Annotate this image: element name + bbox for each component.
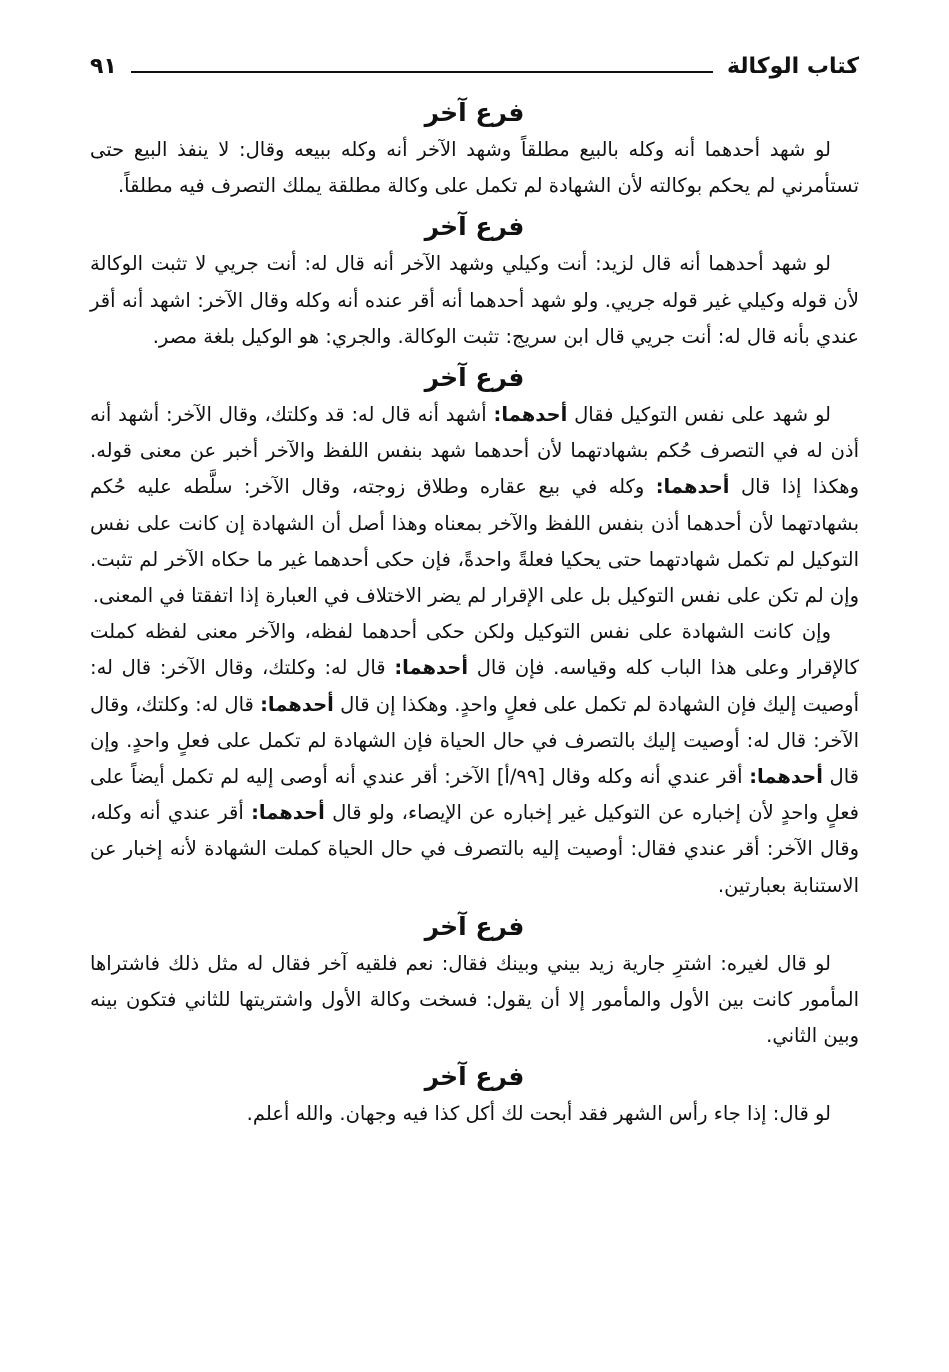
running-header <box>90 46 859 86</box>
book-page <box>90 40 859 1352</box>
section-heading: فرع آخر <box>424 98 525 127</box>
bold-term: أحدهما: <box>251 801 325 825</box>
paragraph: لو شهد أحدهما أنه وكله بالبيع مطلقاً وشهد الآخر أنه وكله ببيعه وقال: لا ينفذ البيع حتى تستأمرني لم يحكم بوكالته لأن الشهادة لم تكمل على وكالة مطلقة يملك التصرف فيه مطلقاً. <box>90 138 859 198</box>
text-run: أقر عندي أنه وكله، وقال الآخر: أقر عندي فقال: أوصيت إليه بالتصرف في حال الحياة كملت الشهادة لأنه إخبار عن الاستنابة بعبارتين. <box>90 801 859 897</box>
page-number: ٩١ <box>90 53 117 79</box>
section-heading: فرع آخر <box>424 363 525 393</box>
bold-term: أحدهما: <box>260 692 334 716</box>
paragraph: لو قال لغيره: اشترِ جارية زيد بيني وبينك فقال: نعم فلقيه آخر فقال له مثل ذلك فاشتراها المأمور كانت بين الأول والمأمور إلا أن يقول: فسخت وكالة الأول واشتريتها للثاني فتكون بينه وبين الثاني. <box>90 951 859 1048</box>
paragraph: لو قال: إذا جاء رأس الشهر فقد أبحت لك أكل كذا فيه وجهان. والله أعلم. <box>246 1102 831 1126</box>
bold-term: أحدهما: <box>655 475 730 499</box>
bold-term: أحدهما: <box>493 403 568 427</box>
header-rule <box>131 71 713 73</box>
bold-term: أحدهما: <box>394 656 469 680</box>
page-body <box>90 94 859 1133</box>
section-heading: فرع آخر <box>424 911 525 941</box>
text-run: وإن كانت الشهادة على نفس التوكيل ولكن حكى أحدهما لفظه، والآخر معنى لفظه كملت كالإقرار وعلى هذا الباب كله وقياسه. فإن قال <box>90 620 859 680</box>
text-run: قال له: وكلتك، وقال الآخر: قال له: أوصيت إليك فإن الشهادة لم تكمل على فعلٍ واحدٍ. وهكذا إن قال <box>90 656 859 716</box>
text-run: أشهد أنه قال له: قد وكلتك، وقال الآخر: أشهد أنه أذن له في التصرف حُكم بشهادتهما لأن أحدهما شهد بنفس اللفظ والآخر أخبر عن معنى قوله. وهكذا إذا قال <box>90 403 859 499</box>
text-run: لو شهد على نفس التوكيل فقال <box>567 403 831 427</box>
text-run: قال له: وكلتك، وقال الآخر: قال له: أوصيت إليك بالتصرف في حال الحياة فإن الشهادة لم تكمل على فعلٍ واحدٍ. وإن قال <box>90 692 859 789</box>
paragraph <box>90 397 859 614</box>
bold-term: أحدهما: <box>749 765 823 789</box>
section-heading: فرع آخر <box>424 212 525 242</box>
text-run: أقر عندي أنه وكله وقال [٩٩/أ] الآخر: أقر عندي أنه أوصى إليه لم تكمل أيضاً على فعلٍ واحدٍ لأن إخباره عن التوكيل غير إخباره عن الإيصاء، ولو قال <box>90 765 859 825</box>
text-run: وكله في بيع عقاره وطلاق زوجته، وقال الآخر: سلَّطه عليه حُكم بشهادتهما لأن أحدهما أذن بنفس اللفظ والآخر بمعناه وهذا أصل أن الشهادة إن كانت على نفس التوكيل لم تكمل شهادتهما حتى يحكيا فعلةً واحدةً، فإن حكى أحدهما غير ما حكاه الآخر لم تثبت. وإن لم تكن على نفس التوكيل بل على الإقرار لم يضر الاختلاف في العبارة إذا اتفقتا في المعنى. <box>90 475 859 608</box>
chapter-title: كتاب الوكالة <box>726 53 859 79</box>
paragraph <box>90 614 859 904</box>
section-heading: فرع آخر <box>424 1062 525 1092</box>
paragraph: لو شهد أحدهما أنه قال لزيد: أنت وكيلي وشهد الآخر أنه قال له: أنت جريي لا تثبت الوكالة لأن قوله وكيلي غير قوله جريي. ولو شهد أحدهما أنه أقر عنده أنه وكله وقال الآخر: اشهد أنه أقر عندي بأنه قال له: أنت جريي قال ابن سريج: تثبت الوكالة. والجري: هو الوكيل بلغة مصر. <box>90 252 859 348</box>
